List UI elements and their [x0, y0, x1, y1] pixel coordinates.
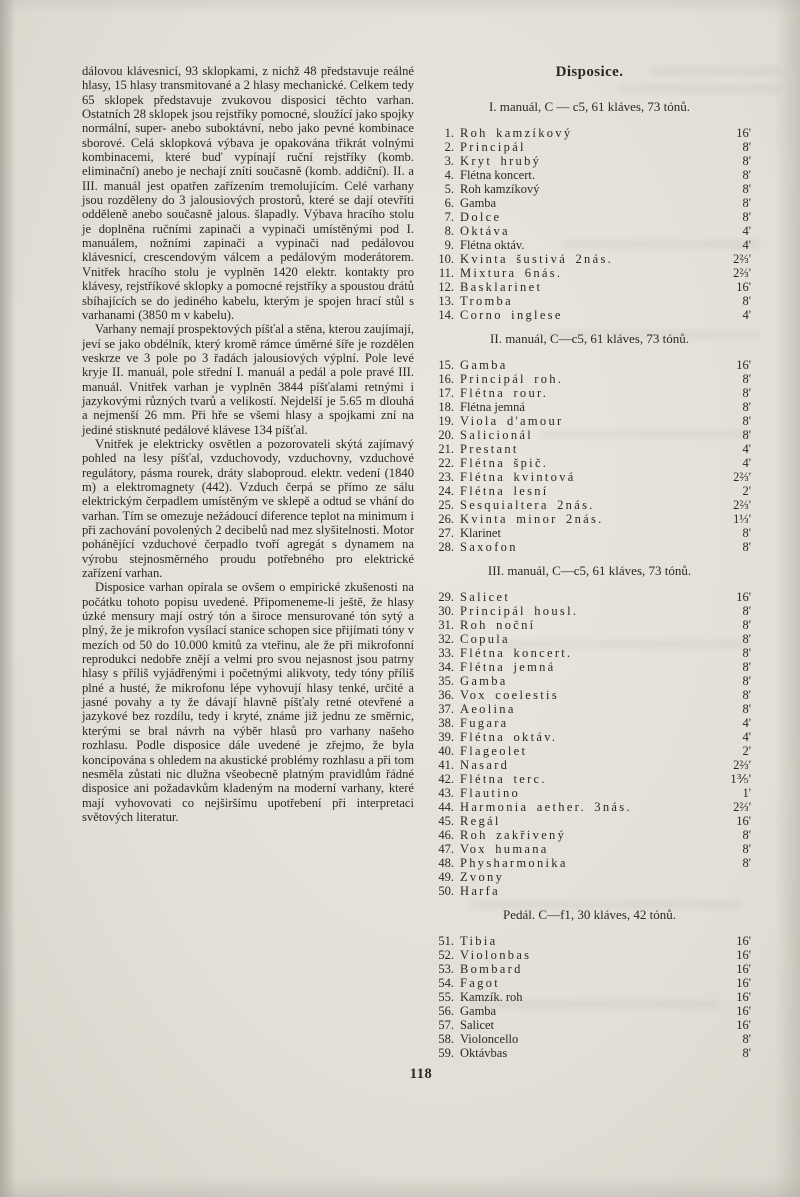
- stop-pitch: 8': [742, 604, 751, 618]
- stop-pitch: 2⅔': [733, 252, 751, 266]
- paragraph: dálovou klávesnicí, 93 sklopkami, z nichž 48 představuje reálné hlasy, 15 hlasy transmitované a 2 hlasy mechanické. Celkem tedy 65 sklopek představuje zvukovou disposici těchto varhan. Ostatních 28 sklopek jsou rejstříky pomocné, sloužící jako spojky normální, super- anebo suboktávní, nebo jako pevné kombinace sborové. Celá sklopková výbava je opakována třikrát volnými kombinacemi, které buď vypínají ruční rejstříky (komb. eliminační) anebo je nechají zníti současně (komb. addiční). II. a III. manuál jest opatřen zařízením tremolujícím. Celé varhany jsou rozděleny do 3 jalousiových prostorů, které se dají otevříti odděleně anebo současně jalous. šlapadly. Výbava hracího stolu je doplněna ručními zapinači a vypinači umístěnými pod I. manuálem, nožními zapinači a vypinači nad pedálovou klávesnicí, crescendovým válcem a pedálovým moderátorem. Vnitřek hracího stolu je vyplněn 1420 elektr. kontakty pro klávesy, rejstříkové sklopky a pomocné rejstříky a spoustou drátů sbíhajících se do jediného kabelu, kterým je spojen hrací stůl s varhanami (3850 m v kabelu).: [82, 64, 414, 322]
- stop-row: [428, 828, 751, 842]
- stop-row: [428, 646, 751, 660]
- stop-pitch: 2⅔': [733, 758, 751, 772]
- stop-name: Bombard: [460, 962, 523, 976]
- stop-row: [428, 498, 751, 512]
- stop-name: Principál: [460, 140, 526, 154]
- stop-number: 6.: [444, 196, 454, 210]
- stop-row: [428, 772, 751, 786]
- stop-row: [428, 934, 751, 948]
- stop-number: 13.: [438, 294, 454, 308]
- stop-row: [428, 744, 751, 758]
- right-column: [428, 64, 751, 1060]
- stop-name: Kvinta minor 2nás.: [460, 512, 604, 526]
- stop-number: 49.: [438, 870, 454, 884]
- stop-number: 1.: [444, 126, 454, 140]
- stop-row: [428, 210, 751, 224]
- stop-row: [428, 786, 751, 800]
- stop-pitch: 8': [742, 702, 751, 716]
- stop-name: Roh noční: [460, 618, 536, 632]
- stop-name: Fugara: [460, 716, 509, 730]
- stop-name: Flétna kvintová: [460, 470, 576, 484]
- stop-row: [428, 238, 751, 252]
- stop-list: [428, 934, 751, 1060]
- stop-number: 42.: [438, 772, 454, 786]
- stop-number: 28.: [438, 540, 454, 554]
- stop-number: 58.: [438, 1032, 454, 1046]
- stop-row: [428, 730, 751, 744]
- stop-name: Basklarinet: [460, 280, 543, 294]
- stop-pitch: 8': [742, 428, 751, 442]
- stop-row: [428, 702, 751, 716]
- stop-pitch: 8': [742, 182, 751, 196]
- stop-name: Flétna špič.: [460, 456, 549, 470]
- stop-number: 51.: [438, 934, 454, 948]
- stop-number: 4.: [444, 168, 454, 182]
- stop-row: [428, 266, 751, 280]
- stop-number: 9.: [444, 238, 454, 252]
- stop-row: [428, 618, 751, 632]
- stop-name: Oktáva: [460, 224, 510, 238]
- stop-number: 44.: [438, 800, 454, 814]
- stop-row: [428, 442, 751, 456]
- stop-name: Tromba: [460, 294, 513, 308]
- stop-pitch: 8': [742, 856, 751, 870]
- stop-number: 22.: [438, 456, 454, 470]
- stop-pitch: 2⅔': [733, 800, 751, 814]
- stop-name: Physharmonika: [460, 856, 568, 870]
- stop-row: [428, 252, 751, 266]
- stop-pitch: 4': [742, 308, 751, 322]
- stop-row: [428, 674, 751, 688]
- stop-name: Principál roh.: [460, 372, 564, 386]
- stop-name: Corno inglese: [460, 308, 563, 322]
- stop-pitch: 2⅔': [733, 470, 751, 484]
- stop-row: [428, 400, 751, 414]
- stop-number: 52.: [438, 948, 454, 962]
- stop-pitch: 16': [736, 934, 751, 948]
- stop-pitch: 8': [742, 618, 751, 632]
- stop-number: 50.: [438, 884, 454, 898]
- stop-name: Flétna koncert.: [460, 646, 573, 660]
- stop-name: Zvony: [460, 870, 505, 884]
- stop-pitch: 16': [736, 126, 751, 140]
- stop-pitch: 8': [742, 526, 751, 540]
- stop-name: Viola d'amour: [460, 414, 564, 428]
- stop-name: Harmonia aether. 3nás.: [460, 800, 632, 814]
- stop-pitch: 2⅔': [733, 498, 751, 512]
- stop-pitch: 8': [742, 674, 751, 688]
- stop-pitch: 8': [742, 632, 751, 646]
- stop-pitch: 8': [742, 660, 751, 674]
- stop-name: Salicet: [460, 590, 511, 604]
- stop-number: 25.: [438, 498, 454, 512]
- stop-row: [428, 126, 751, 140]
- stop-pitch: 8': [742, 294, 751, 308]
- stop-name: Roh kamzíkový: [460, 126, 573, 140]
- stop-number: 12.: [438, 280, 454, 294]
- stop-row: [428, 604, 751, 618]
- stop-number: 24.: [438, 484, 454, 498]
- stop-row: [428, 358, 751, 372]
- stop-name: Oktávbas: [460, 1046, 508, 1060]
- stop-list: [428, 358, 751, 554]
- stop-name: Flageolet: [460, 744, 528, 758]
- stop-row: [428, 484, 751, 498]
- stop-pitch: 2': [742, 484, 751, 498]
- stop-number: 59.: [438, 1046, 454, 1060]
- stop-row: [428, 856, 751, 870]
- stop-number: 32.: [438, 632, 454, 646]
- stop-pitch: 8': [742, 168, 751, 182]
- stop-number: 39.: [438, 730, 454, 744]
- stop-row: [428, 976, 751, 990]
- stop-number: 16.: [438, 372, 454, 386]
- stop-row: [428, 386, 751, 400]
- stop-row: [428, 140, 751, 154]
- stop-number: 34.: [438, 660, 454, 674]
- stop-pitch: 8': [742, 210, 751, 224]
- stop-row: [428, 758, 751, 772]
- stop-pitch: 4': [742, 730, 751, 744]
- stop-row: [428, 196, 751, 210]
- stop-pitch: 16': [736, 280, 751, 294]
- stop-name: Flautino: [460, 786, 521, 800]
- stop-name: Dolce: [460, 210, 502, 224]
- page-number: 118: [409, 1066, 433, 1082]
- paragraph: Vnitřek je elektricky osvětlen a pozorovateli skýtá zajímavý pohled na lesy píšťal, vzduchovody, vzduchovny, vzduchové regulátory, pásma rourek, dráty slaboproud. elektr. vedení (1840 m) a elektromagnety (442). Vzduch čerpá se přímo ze sálu elektrickým čerpadlem umístěným ve sklepě a odtud se vhání do varhan. Tím se omezuje nežádoucí diference teplot na minimum i při zachování povolených 2 decibelů nad mez slyšitelnosti. Motor pohánějící vzduchové čerpadlo tvoří agregát s dynamem na výrobu stejnosměrného proudu potřebného pro elektrické zařízení varhan.: [82, 436, 414, 581]
- stop-pitch: 8': [742, 1032, 751, 1046]
- stop-number: 26.: [438, 512, 454, 526]
- stop-row: [428, 814, 751, 828]
- stop-sections: [428, 99, 751, 1060]
- stop-number: 35.: [438, 674, 454, 688]
- stop-pitch: 8': [742, 414, 751, 428]
- stop-number: 19.: [438, 414, 454, 428]
- stop-pitch: 8': [742, 140, 751, 154]
- stop-pitch: 2': [742, 744, 751, 758]
- stop-number: 48.: [438, 856, 454, 870]
- stop-number: 38.: [438, 716, 454, 730]
- stop-number: 30.: [438, 604, 454, 618]
- stop-number: 31.: [438, 618, 454, 632]
- stop-number: 17.: [438, 386, 454, 400]
- stop-pitch: 4': [742, 442, 751, 456]
- stop-number: 37.: [438, 702, 454, 716]
- paragraph: Disposice varhan opírala se ovšem o empirické zkušenosti na počátku tohoto popisu uvedené. Připomeneme-li ještě, že hlasy úzké mensury mají ostrý tón a široce mensurované tón sytý a plný, že je mikrofon vysílací stanice schopen sice přijímati tóny v mezích od 50 do 10.000 kmitů za vteřinu, ale že při mikrofonní reprodukci nedobře znějí a velmi pro svou nejasnost jsou patrny hlasy s příliš vyjádřenými i početnými alikvoty, tedy tóny příliš plné a husté, že mikrofonu lépe vyhovují hlasy tenké, určité a jasné povahy a ty že dávají hlavně píšťaly retné otevřené a jazykové bez rozdílu, tedy i kryté, známe již jednu ze směrnic, kterými se bral návrh na výběr hlasů pro varhany našeho rozhlasu. Podle disposice dále uvedené je zřejmo, že byla koncipována s ohledem na akustické problémy rozhlasu a při tom nesměla zůstati nic dlužna všeobecně platným pravidlům řádné disposice ani požadavkům kladeným na moderní varhany, které mají vyhovovati co nejširšímu upotřebení při interpretaci světových literatur.: [82, 580, 414, 824]
- stop-number: 43.: [438, 786, 454, 800]
- stop-number: 14.: [438, 308, 454, 322]
- disposition-title: Disposice.: [555, 64, 624, 80]
- stop-pitch: 16': [736, 814, 751, 828]
- stop-row: [428, 1046, 751, 1060]
- stop-number: 40.: [438, 744, 454, 758]
- stop-name: Copula: [460, 632, 510, 646]
- stop-number: 21.: [438, 442, 454, 456]
- stop-name: Gamba: [460, 674, 508, 688]
- stop-row: [428, 842, 751, 856]
- stop-row: [428, 632, 751, 646]
- stop-number: 3.: [444, 154, 454, 168]
- stop-number: 8.: [444, 224, 454, 238]
- stop-row: [428, 1018, 751, 1032]
- stop-name: Prestant: [460, 442, 519, 456]
- paragraph: Varhany nemají prospektových píšťal a stěna, kterou zaujímají, jeví se jako obdélník, který kromě rámce úměrné šíře je rozdělen veskrze ve 3 pole po 3 řadách jalousiových výplní. Pole levé kryje II. manuál, pole střední I. manuál a pedál a pole pravé III. manuál. Vnitřek varhan je vyplněn 3844 píšťalami retnými i jazykovými různých tvarů a velikostí. Nejdelší je 5.65 m dlouhá a nejmenší 26 mm. Při hře se všemi hlasy a spojkami zní na jediné stisknuté pedálové klávese 134 píšťal.: [82, 322, 414, 437]
- stop-name: Salicionál: [460, 428, 533, 442]
- stop-pitch: 16': [736, 962, 751, 976]
- stop-number: 15.: [438, 358, 454, 372]
- stop-number: 45.: [438, 814, 454, 828]
- stop-row: [428, 308, 751, 322]
- stop-name: Flétna rour.: [460, 386, 549, 400]
- stop-number: 46.: [438, 828, 454, 842]
- stop-row: [428, 962, 751, 976]
- stop-name: Flétna lesní: [460, 484, 549, 498]
- stop-name: Gamba: [460, 1004, 497, 1018]
- stop-pitch: 8': [742, 842, 751, 856]
- stop-row: [428, 154, 751, 168]
- stop-row: [428, 1004, 751, 1018]
- stop-number: 10.: [438, 252, 454, 266]
- stop-pitch: 1⅓': [733, 512, 751, 526]
- stop-pitch: 4': [742, 716, 751, 730]
- stop-row: [428, 948, 751, 962]
- stop-row: [428, 182, 751, 196]
- stop-pitch: 8': [742, 196, 751, 210]
- stop-number: 57.: [438, 1018, 454, 1032]
- stop-row: [428, 470, 751, 484]
- stop-pitch: 8': [742, 372, 751, 386]
- stop-pitch: 2⅔': [733, 266, 751, 280]
- stop-name: Regál: [460, 814, 501, 828]
- left-column: [82, 64, 414, 824]
- stop-row: [428, 990, 751, 1004]
- stop-name: Mixtura 6nás.: [460, 266, 563, 280]
- stop-name: Flétna oktáv.: [460, 238, 525, 252]
- stop-pitch: 8': [742, 688, 751, 702]
- stop-row: [428, 428, 751, 442]
- stop-row: [428, 526, 751, 540]
- stop-number: 33.: [438, 646, 454, 660]
- stop-pitch: 8': [742, 540, 751, 554]
- stop-number: 53.: [438, 962, 454, 976]
- stop-pitch: 16': [736, 590, 751, 604]
- stop-row: [428, 870, 751, 884]
- stop-name: Gamba: [460, 358, 508, 372]
- stop-name: Saxofon: [460, 540, 518, 554]
- stop-name: Flétna jemná: [460, 400, 525, 414]
- stop-number: 27.: [438, 526, 454, 540]
- stop-row: [428, 372, 751, 386]
- stop-row: [428, 168, 751, 182]
- stop-name: Roh zakřivený: [460, 828, 567, 842]
- stop-row: [428, 280, 751, 294]
- stop-name: Aeolina: [460, 702, 516, 716]
- stop-name: Flétna koncert.: [460, 168, 535, 182]
- stop-name: Flétna oktáv.: [460, 730, 558, 744]
- stop-number: 18.: [438, 400, 454, 414]
- stop-number: 7.: [444, 210, 454, 224]
- stop-pitch: 4': [742, 238, 751, 252]
- stop-pitch: 8': [742, 154, 751, 168]
- stop-list: [428, 590, 751, 898]
- stop-name: Kvinta šustivá 2nás.: [460, 252, 614, 266]
- stop-name: Salicet: [460, 1018, 495, 1032]
- stop-row: [428, 1032, 751, 1046]
- section-header: II. manuál, C—c5, 61 kláves, 73 tónů.: [490, 331, 689, 346]
- stop-row: [428, 540, 751, 554]
- stop-row: [428, 294, 751, 308]
- stop-name: Fagot: [460, 976, 500, 990]
- stop-row: [428, 688, 751, 702]
- stop-name: Kamzík. roh: [460, 990, 523, 1004]
- stop-row: [428, 456, 751, 470]
- stop-name: Violoncello: [460, 1032, 519, 1046]
- stop-number: 20.: [438, 428, 454, 442]
- stop-number: 55.: [438, 990, 454, 1004]
- stop-row: [428, 800, 751, 814]
- stop-number: 56.: [438, 1004, 454, 1018]
- stop-row: [428, 512, 751, 526]
- stop-pitch: 16': [736, 358, 751, 372]
- stop-name: Gamba: [460, 196, 497, 210]
- stop-pitch: 16': [736, 1018, 751, 1032]
- stop-name: Sesquialtera 2nás.: [460, 498, 595, 512]
- stop-row: [428, 414, 751, 428]
- stop-pitch: 8': [742, 386, 751, 400]
- stop-row: [428, 884, 751, 898]
- stop-pitch: 1': [742, 786, 751, 800]
- stop-pitch: 8': [742, 646, 751, 660]
- section-header: III. manuál, C—c5, 61 kláves, 73 tónů.: [487, 563, 692, 578]
- stop-row: [428, 224, 751, 238]
- stop-pitch: 16': [736, 990, 751, 1004]
- stop-pitch: 16': [736, 1004, 751, 1018]
- stop-number: 41.: [438, 758, 454, 772]
- stop-name: Violonbas: [460, 948, 532, 962]
- stop-list: [428, 126, 751, 322]
- stop-name: Vox humana: [460, 842, 549, 856]
- stop-name: Principál housl.: [460, 604, 579, 618]
- stop-number: 36.: [438, 688, 454, 702]
- stop-row: [428, 590, 751, 604]
- stop-name: Tibia: [460, 934, 498, 948]
- stop-pitch: 16': [736, 948, 751, 962]
- stop-number: 47.: [438, 842, 454, 856]
- stop-pitch: 4': [742, 224, 751, 238]
- section-header: Pedál. C—f1, 30 kláves, 42 tónů.: [503, 907, 676, 922]
- stop-name: Harfa: [460, 884, 500, 898]
- stop-row: [428, 716, 751, 730]
- stop-number: 2.: [444, 140, 454, 154]
- section-header: I. manuál, C — c5, 61 kláves, 73 tónů.: [488, 99, 691, 114]
- stop-name: Nasard: [460, 758, 510, 772]
- stop-pitch: 1⅗': [730, 772, 751, 786]
- stop-number: 5.: [444, 182, 454, 196]
- stop-pitch: 4': [742, 456, 751, 470]
- stop-name: Roh kamzíkový: [460, 182, 540, 196]
- stop-number: 54.: [438, 976, 454, 990]
- stop-number: 29.: [438, 590, 454, 604]
- stop-pitch: 8': [742, 828, 751, 842]
- stop-pitch: 8': [742, 1046, 751, 1060]
- stop-pitch: 16': [736, 976, 751, 990]
- stop-number: 23.: [438, 470, 454, 484]
- stop-name: Klarinet: [460, 526, 501, 540]
- stop-row: [428, 660, 751, 674]
- stop-name: Flétna jemná: [460, 660, 556, 674]
- stop-number: 11.: [438, 266, 454, 280]
- stop-pitch: 8': [742, 400, 751, 414]
- stop-name: Kryt hrubý: [460, 154, 542, 168]
- stop-name: Vox coelestis: [460, 688, 559, 702]
- stop-name: Flétna terc.: [460, 772, 547, 786]
